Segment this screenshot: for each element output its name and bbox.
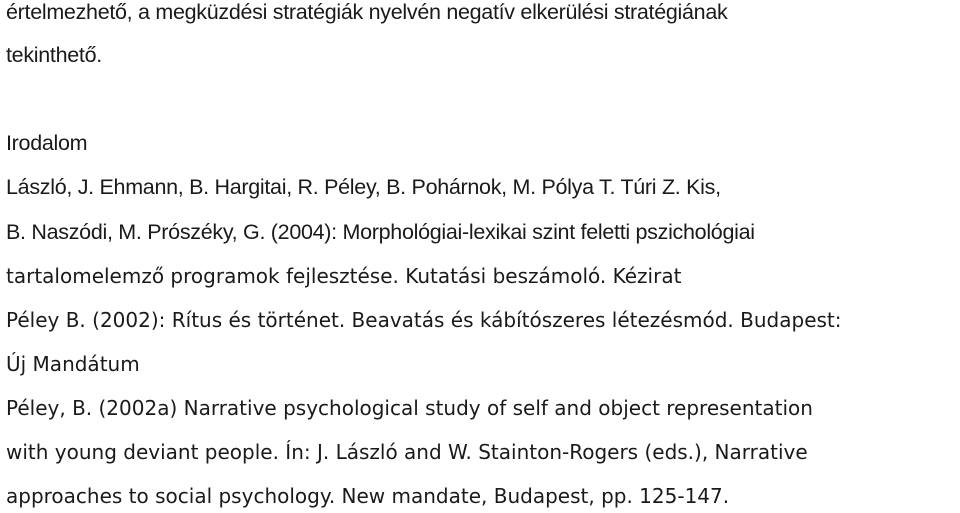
reference-line: B. Naszódi, M. Prószéky, G. (2004): Morphológiai-lexikai szint feletti pszichológiai [6, 220, 755, 244]
reference-line: Péley, B. (2002a) Narrative psychological study of self and object representation [6, 396, 813, 420]
reference-line: László, J. Ehmann, B. Hargitai, R. Péley, B. Pohárnok, M. Pólya T. Túri Z. Kis, [6, 175, 721, 199]
paragraph-line: tekinthető. [6, 43, 102, 67]
reference-line: tartalomelemző programok fejlesztése. Kutatási beszámoló. Kézirat [6, 264, 682, 288]
reference-line: approaches to social psychology. New mandate, Budapest, pp. 125-147. [6, 484, 730, 508]
references-heading: Irodalom [6, 131, 88, 155]
reference-line: Új Mandátum [6, 352, 140, 376]
reference-line: with young deviant people. Ín: J. László and W. Stainton-Rogers (eds.), Narrative [6, 440, 808, 464]
reference-line: Péley B. (2002): Rítus és történet. Beavatás és kábítószeres létezésmód. Budapest: [6, 308, 842, 332]
paragraph-line: értelmezhető, a megküzdési stratégiák nyelvén negatív elkerülési stratégiának [6, 0, 728, 24]
